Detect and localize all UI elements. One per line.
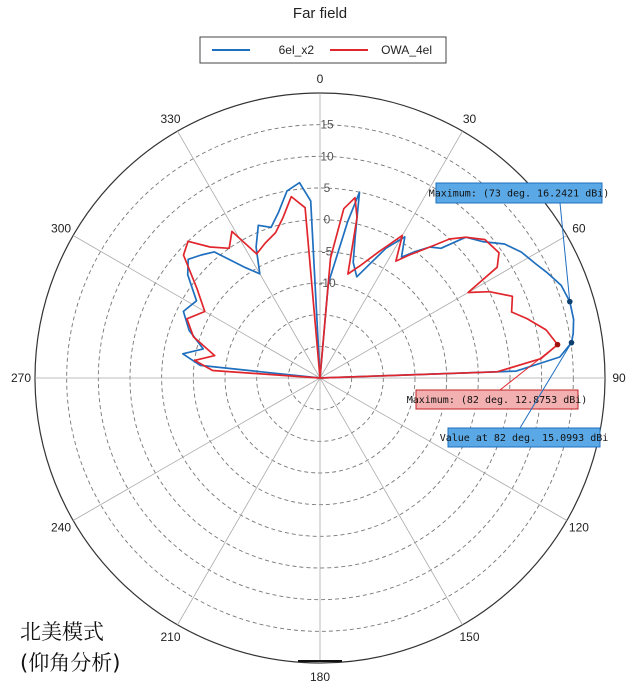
caption-line-2: (仰角分析): [20, 651, 121, 675]
radial-tick-label: 10: [320, 149, 334, 164]
marker-point: [569, 340, 575, 346]
angle-tick-label: 210: [160, 629, 181, 644]
angle-tick-label: 90: [612, 371, 626, 385]
series-line-OWA_4el: [184, 197, 558, 378]
callout-text: Maximum: (82 deg. 12.8753 dBi): [406, 395, 588, 406]
radial-tick-label: -10: [318, 276, 336, 290]
series-line-6el_x2: [183, 183, 574, 378]
radial-tick-label: 0: [323, 212, 331, 227]
angle-tick-label: 120: [568, 520, 589, 535]
radial-tick-label: 5: [323, 181, 331, 195]
angle-tick-label: 150: [459, 629, 480, 644]
angle-tick-label: 270: [10, 371, 32, 385]
angle-tick-label: 180: [309, 670, 331, 684]
caption: [20, 617, 120, 679]
series-layer: [183, 183, 574, 378]
angle-tick-label: 60: [572, 221, 586, 236]
radial-tick-label: -5: [321, 244, 333, 259]
angle-tick-label: 330: [160, 112, 181, 127]
marker-point: [555, 342, 561, 348]
angle-tick-label: 0: [316, 72, 324, 86]
callout-leader: [500, 345, 558, 390]
legend-entry: 6el_x2: [278, 43, 314, 57]
legend: [200, 37, 446, 63]
angle-tick-label: 240: [51, 520, 72, 535]
callout-text: Value at 82 deg. 15.0993 dBi: [439, 433, 609, 444]
legend-entry: OWA_4el: [381, 43, 432, 57]
callout-text: Maximum: (73 deg. 16.2421 dBi): [428, 188, 610, 200]
chart-title: Far field: [292, 5, 348, 22]
radial-tick-label: 15: [320, 117, 334, 132]
caption-line-1: 北美模式: [20, 620, 104, 644]
marker-point: [567, 299, 573, 305]
angle-tick-label: 300: [51, 221, 72, 236]
angle-tick-label: 30: [462, 112, 477, 127]
